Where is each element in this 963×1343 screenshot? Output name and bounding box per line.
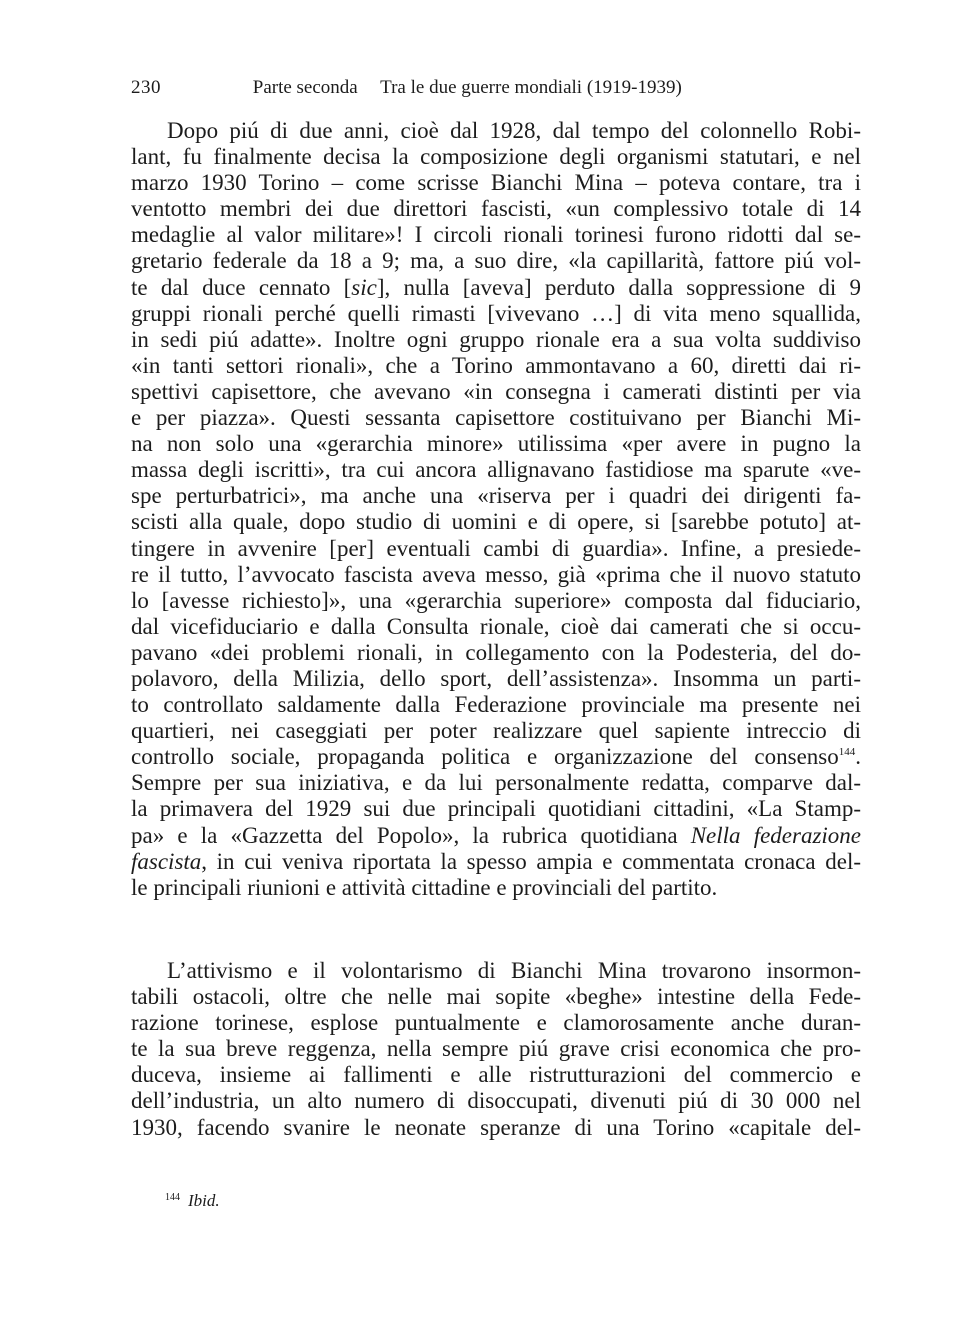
text-line: lo [avesse richiesto]», una «gerarchia superiore» composta dal fiduciario, [131, 587, 861, 613]
text-line: pavano «dei problemi rionali, in collegamento con la Podesteria, del do- [131, 639, 861, 665]
text-line: ventotto membri dei due direttori fascisti, «un complessivo totale di 14 [131, 196, 861, 222]
italic-text: Nella federazione [690, 822, 861, 848]
text-line: gretario federale da 18 a 9; ma, a suo dire, «la capillarità, fattore piú vol- [131, 248, 861, 274]
text-line: re il tutto, l’avvocato fascista aveva messo, già «prima che il nuovo statuto [131, 561, 861, 587]
text-line: medaglie al valor militare»! I circoli rionali torinesi furono ridotti dal se- [131, 222, 861, 248]
text-line: Sempre per sua iniziativa, e da lui personalmente redatta, comparve dal- [131, 770, 861, 796]
text-line: gruppi rionali perché quelli rimasti [vivevano …] di vita meno squallida, [131, 300, 861, 326]
text-line: tingere in avvenire [per] eventuali cambi di guardia». Infine, a presiede- [131, 535, 861, 561]
text-line: scisti alla quale, dopo studio di uomini e di opere, si [sarebbe potuto] at- [131, 509, 861, 535]
text-line: spettivi capisettore, che avevano «in consegna i camerati distinti per via [131, 378, 861, 404]
text-line: Dopo piú di due anni, cioè dal 1928, dal tempo del colonnello Robi- [167, 118, 861, 143]
text-line: polavoro, della Milizia, dello sport, dell’assistenza». Insomma un parti- [131, 665, 861, 691]
text-line: pa» e la «Gazzetta del Popolo», la rubrica quotidiana Nella federazione [131, 822, 861, 848]
running-header [131, 76, 871, 100]
footnote-reference: 144 [838, 746, 856, 759]
text-line: massa degli iscritti», tra cui ancora allignavano fastidiose ma sparute «ve- [131, 457, 861, 483]
text-line: te la sua breve reggenza, nella sempre piú grave crisi economica che pro- [131, 1036, 861, 1062]
italic-text: fascista [131, 848, 202, 874]
text-line: quartieri, nei caseggiati per poter realizzare quel sapiente intreccio di [131, 718, 861, 744]
italic-text: sic [351, 274, 377, 300]
text-line: te dal duce cennato [sic], nulla [aveva] perduto dalla soppressione di 9 [131, 274, 861, 300]
text-line: dell’industria, un alto numero di disoccupati, divenuti piú di 30 000 nel [131, 1088, 861, 1114]
text-line: dal vicefiduciario e dalla Consulta rionale, cioè dai camerati che si occu- [131, 613, 861, 639]
page-number: 230 [131, 77, 161, 98]
text-line: la primavera del 1929 sui due principali quotidiani cittadini, «La Stamp- [131, 796, 861, 822]
text-line: 1930, facendo svanire le neonate speranze di una Torino «capitale del- [131, 1114, 861, 1140]
text-line: le principali riunioni e attività cittadine e provinciali del partito. [131, 874, 718, 900]
text-line: duceva, insieme ai fallimenti e alle ristrutturazioni del commercio e [131, 1062, 861, 1088]
part-title: Parte seconda [252, 77, 358, 98]
text-line: fascista, in cui veniva riportata la spesso ampia e commentata cronaca del- [131, 848, 861, 874]
text-line: razione torinese, esplose puntualmente e clamorosamente anche duran- [131, 1010, 861, 1036]
sentence-period: . [855, 744, 861, 770]
text-line: na non solo una «gerarchia minore» utilissima «per avere in pugno la [131, 431, 861, 457]
footnote [165, 1190, 220, 1212]
paragraph-2 [131, 958, 861, 1141]
text-line: «in tanti settori rionali», che a Torino ammontavano a 60, diretti dai ri- [131, 352, 861, 378]
footnote-text: Ibid. [188, 1191, 220, 1210]
text-line: in sedi piú adatte». Inoltre ogni gruppo rionale era a sua volta suddiviso [131, 326, 861, 352]
text-line: e per piazza». Questi sessanta capisettore costituivano per Bianchi Mi- [131, 405, 861, 431]
text-line-content: controllo sociale, propaganda politica e organizzazione del consenso [131, 744, 839, 770]
text-line: spe perturbatrici», ma anche una «riserva per i quadri dei dirigenti fa- [131, 483, 861, 509]
text-line: to controllato saldamente dalla Federazione provinciale ma presente nei [131, 692, 861, 718]
section-title: Tra le due guerre mondiali (1919-1939) [380, 77, 682, 98]
text-line: marzo 1930 Torino – come scrisse Bianchi Mina – poteva contare, tra i [131, 170, 861, 196]
text-line: tabili ostacoli, oltre che nelle mai sopite «beghe» intestine della Fede- [131, 984, 861, 1010]
text-line: L’attivismo e il volontarismo di Bianchi Mina trovarono insormon- [167, 958, 861, 983]
footnote-number: 144 [165, 1192, 180, 1203]
text-line-with-footnote [131, 744, 861, 770]
text-line: lant, fu finalmente decisa la composizione degli organismi statutari, e nel [131, 144, 861, 170]
paragraph-1 [131, 118, 861, 901]
